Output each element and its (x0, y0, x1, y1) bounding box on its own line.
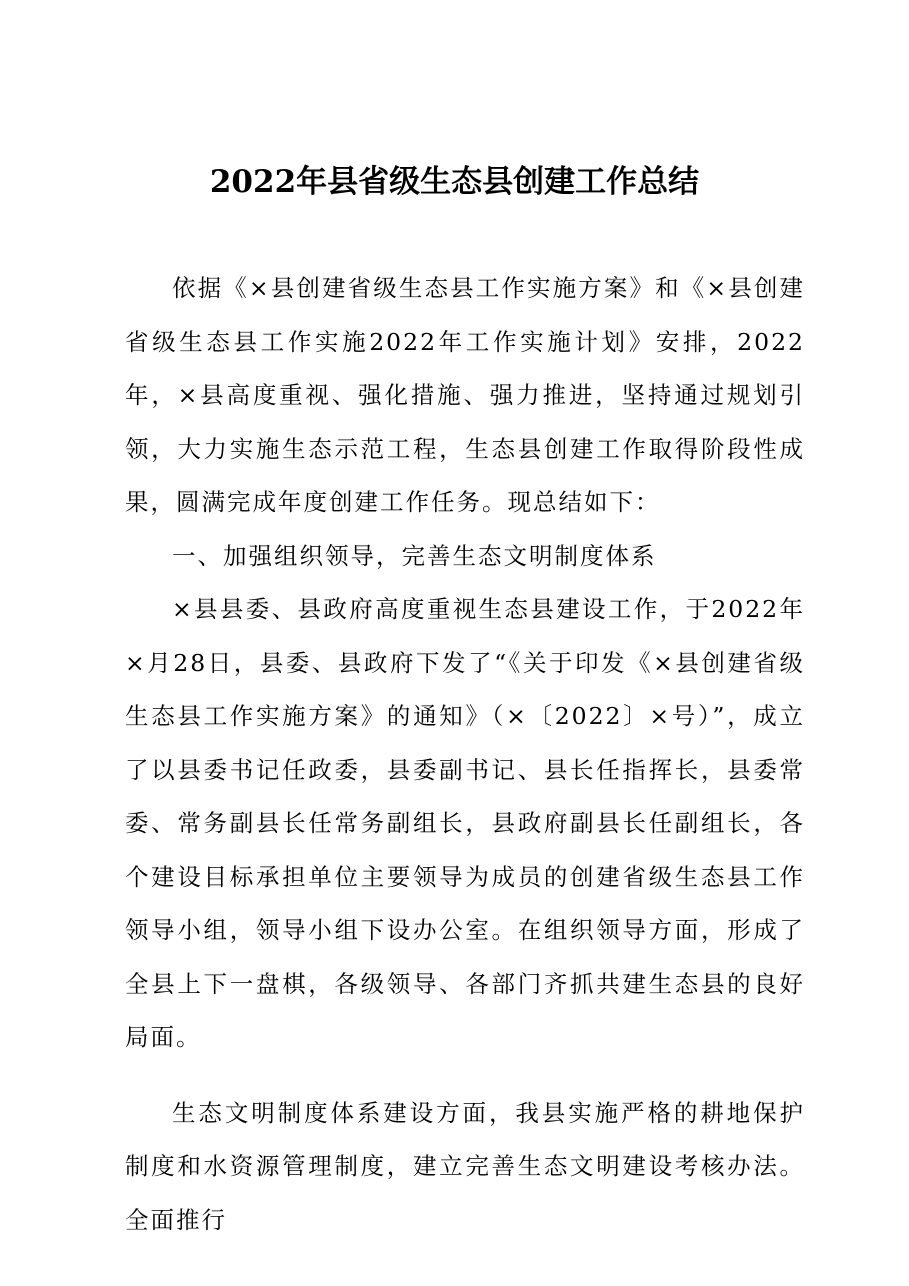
section-heading-1: 一、加强组织领导，完善生态文明制度体系 (172, 541, 657, 570)
document-body (125, 262, 805, 1247)
paragraph-system: 生态文明制度体系建设方面，我县实施严格的耕地保护制度和水资源管理制度，建立完善生态文明建设考核办法。全面推行 (125, 1098, 805, 1234)
paragraph-organization: ×县县委、县政府高度重视生态县建设工作，于2022年×月28日，县委、县政府下发了“《关于印发《×县创建省级生态县工作实施方案》的通知》（×〔2022〕×号）”，成立了以县委书记任政委，县委副书记、县长任指挥长，县委常委、常务副县长任常务副组长，县政府副县长任副组长，各个建设目标承担单位主要领导为成员的创建省级生态县工作领导小组，领导小组下设办公室。在组织领导方面，形成了全县上下一盘棋，各级领导、各部门齐抓共建生态县的良好局面。 (125, 595, 806, 1051)
paragraph-intro: 依据《×县创建省级生态县工作实施方案》和《×县创建省级生态县工作实施2022年工作实施计划》安排，2022年，×县高度重视、强化措施、强力推进，坚持通过规划引领，大力实施生态示范工程，生态县创建工作取得阶段性成果，圆满完成年度创建工作任务。现总结如下： (125, 274, 805, 516)
document-title: 2022年县省级生态县创建工作总结 (209, 164, 700, 200)
